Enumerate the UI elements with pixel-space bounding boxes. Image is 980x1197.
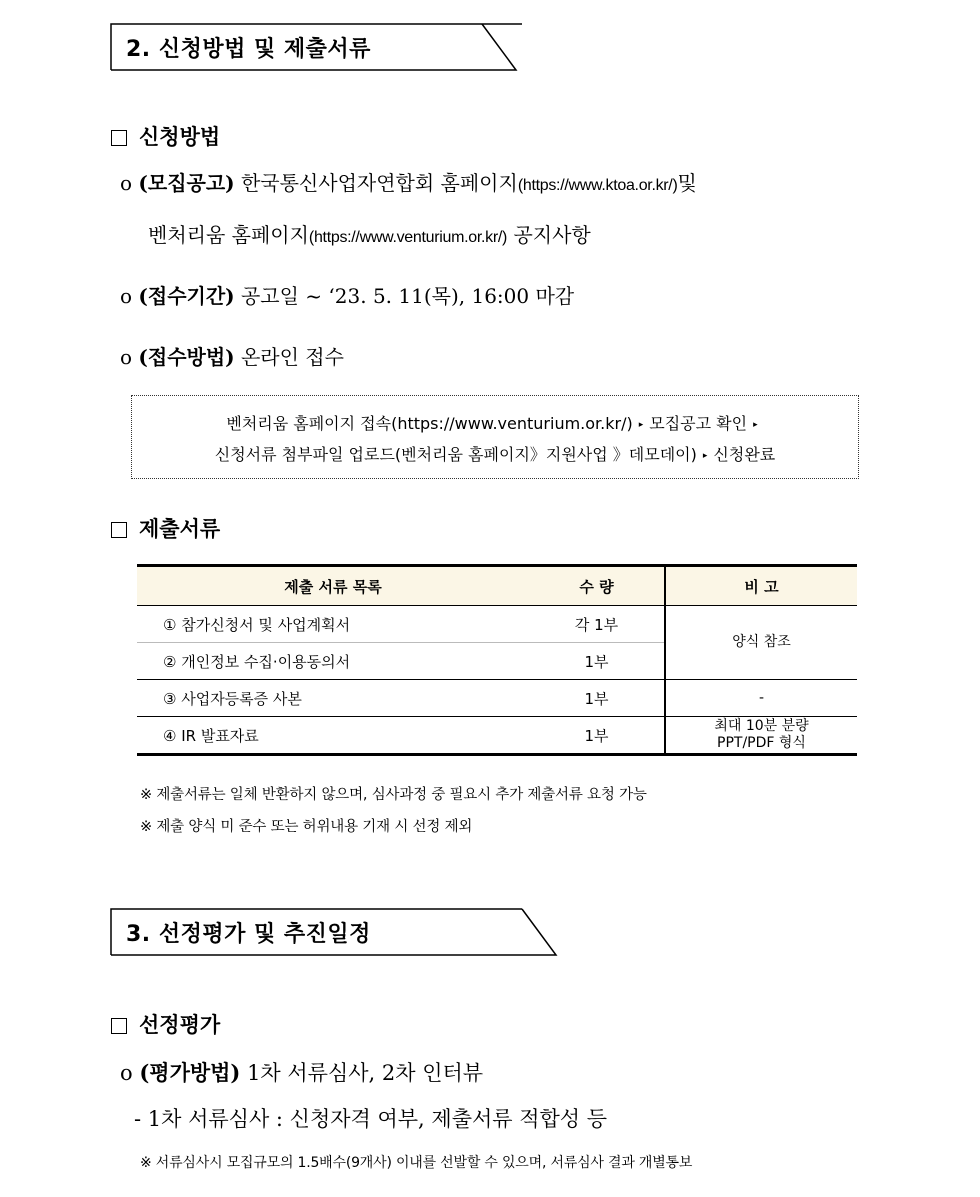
steps-line-1 [132, 411, 858, 434]
table-header-row [137, 566, 857, 606]
square-bullet-icon [111, 522, 127, 538]
step-complete: 신청완료 [713, 445, 776, 464]
doc-note-line-1: 최대 10분 분량 [714, 718, 809, 734]
arrow-right-icon: ▸ [702, 451, 708, 461]
circle-bullet: o [120, 171, 133, 195]
venturium-url: (https://www.venturium.or.kr/) [308, 229, 508, 246]
method-line [120, 344, 344, 370]
steps-line-2 [132, 442, 858, 465]
notice-line-1 [120, 170, 697, 199]
notice-label: (모집공고) [138, 171, 235, 195]
header-qty: 수 량 [529, 566, 665, 606]
doc-name: ② 개인정보 수집·이용동의서 [137, 643, 529, 680]
period-text: 공고일 ~ ‘23. 5. 11(목), 16:00 마감 [240, 284, 575, 308]
step-check-notice: 모집공고 확인 [649, 414, 748, 433]
step-upload: 신청서류 첨부파일 업로드(벤처리움 홈페이지》지원사업 》데모데이) [214, 445, 697, 464]
circle-bullet: o [120, 1061, 133, 1085]
table-row [137, 717, 857, 755]
ktoa-url: (https://www.ktoa.or.kr/) [517, 177, 678, 194]
doc-qty: 1부 [529, 643, 665, 680]
notice-tail: 공지사항 [513, 223, 591, 247]
section-3-title: 3. 선정평가 및 추진일정 [126, 922, 371, 947]
doc-qty: 각 1부 [529, 606, 665, 643]
step-visit-site: 벤처리움 홈페이지 접속(https://www.venturium.or.kr/) [226, 414, 633, 433]
header-doc-list: 제출 서류 목록 [137, 566, 529, 606]
doc-name: ① 참가신청서 및 사업계획서 [137, 606, 529, 643]
circle-bullet: o [120, 284, 133, 308]
eval-heading: 선정평가 [111, 1009, 220, 1039]
header-note: 비 고 [665, 566, 857, 606]
eval-method-label: (평가방법) [139, 1060, 241, 1085]
documents-table [137, 564, 857, 756]
arrow-right-icon: ▸ [753, 420, 758, 430]
period-label: (접수기간) [138, 284, 235, 308]
notice-text-1: 한국통신사업자연합회 홈페이지 [240, 171, 518, 195]
apply-heading: 신청방법 [111, 121, 220, 151]
apply-steps-box [131, 395, 859, 479]
doc-qty: 1부 [529, 680, 665, 717]
first-round-line: - 1차 서류심사 : 신청자격 여부, 제출서류 적합성 등 [134, 1107, 608, 1131]
arrow-right-icon: ▸ [638, 420, 644, 430]
eval-method-text: 1차 서류심사, 2차 인터뷰 [247, 1061, 484, 1085]
period-line [120, 283, 574, 309]
section-2-title: 2. 신청방법 및 제출서류 [126, 37, 371, 62]
doc-name: ④ IR 발표자료 [137, 717, 529, 755]
doc-qty: 1부 [529, 717, 665, 755]
section-2-title-box [110, 22, 522, 72]
docs-note-1: ※ 제출서류는 일체 반환하지 않으며, 심사과정 중 필요시 추가 제출서류 요청 가능 [140, 787, 647, 803]
doc-note-merged: 양식 참조 [665, 606, 857, 680]
eval-note: ※ 서류심사시 모집규모의 1.5배수(9개사) 이내를 선발할 수 있으며, 서류심사 결과 개별통보 [140, 1155, 693, 1171]
doc-name: ③ 사업자등록증 사본 [137, 680, 529, 717]
doc-note-line-2: PPT/PDF 형식 [717, 735, 806, 751]
docs-heading: 제출서류 [111, 513, 220, 543]
table-row [137, 680, 857, 717]
section-3-title-box [110, 907, 560, 957]
notice-text-2: 벤처리움 홈페이지 [148, 223, 309, 247]
method-text: 온라인 접수 [240, 345, 344, 369]
table-row [137, 606, 857, 643]
method-label: (접수방법) [138, 345, 235, 369]
eval-method-line [120, 1060, 483, 1086]
doc-note [665, 717, 857, 755]
square-bullet-icon [111, 130, 127, 146]
notice-join: 및 [677, 171, 697, 195]
circle-bullet: o [120, 345, 133, 369]
notice-line-2 [148, 222, 591, 251]
square-bullet-icon [111, 1018, 127, 1034]
docs-note-2: ※ 제출 양식 미 준수 또는 허위내용 기재 시 선정 제외 [140, 819, 473, 835]
doc-note: - [665, 680, 857, 717]
